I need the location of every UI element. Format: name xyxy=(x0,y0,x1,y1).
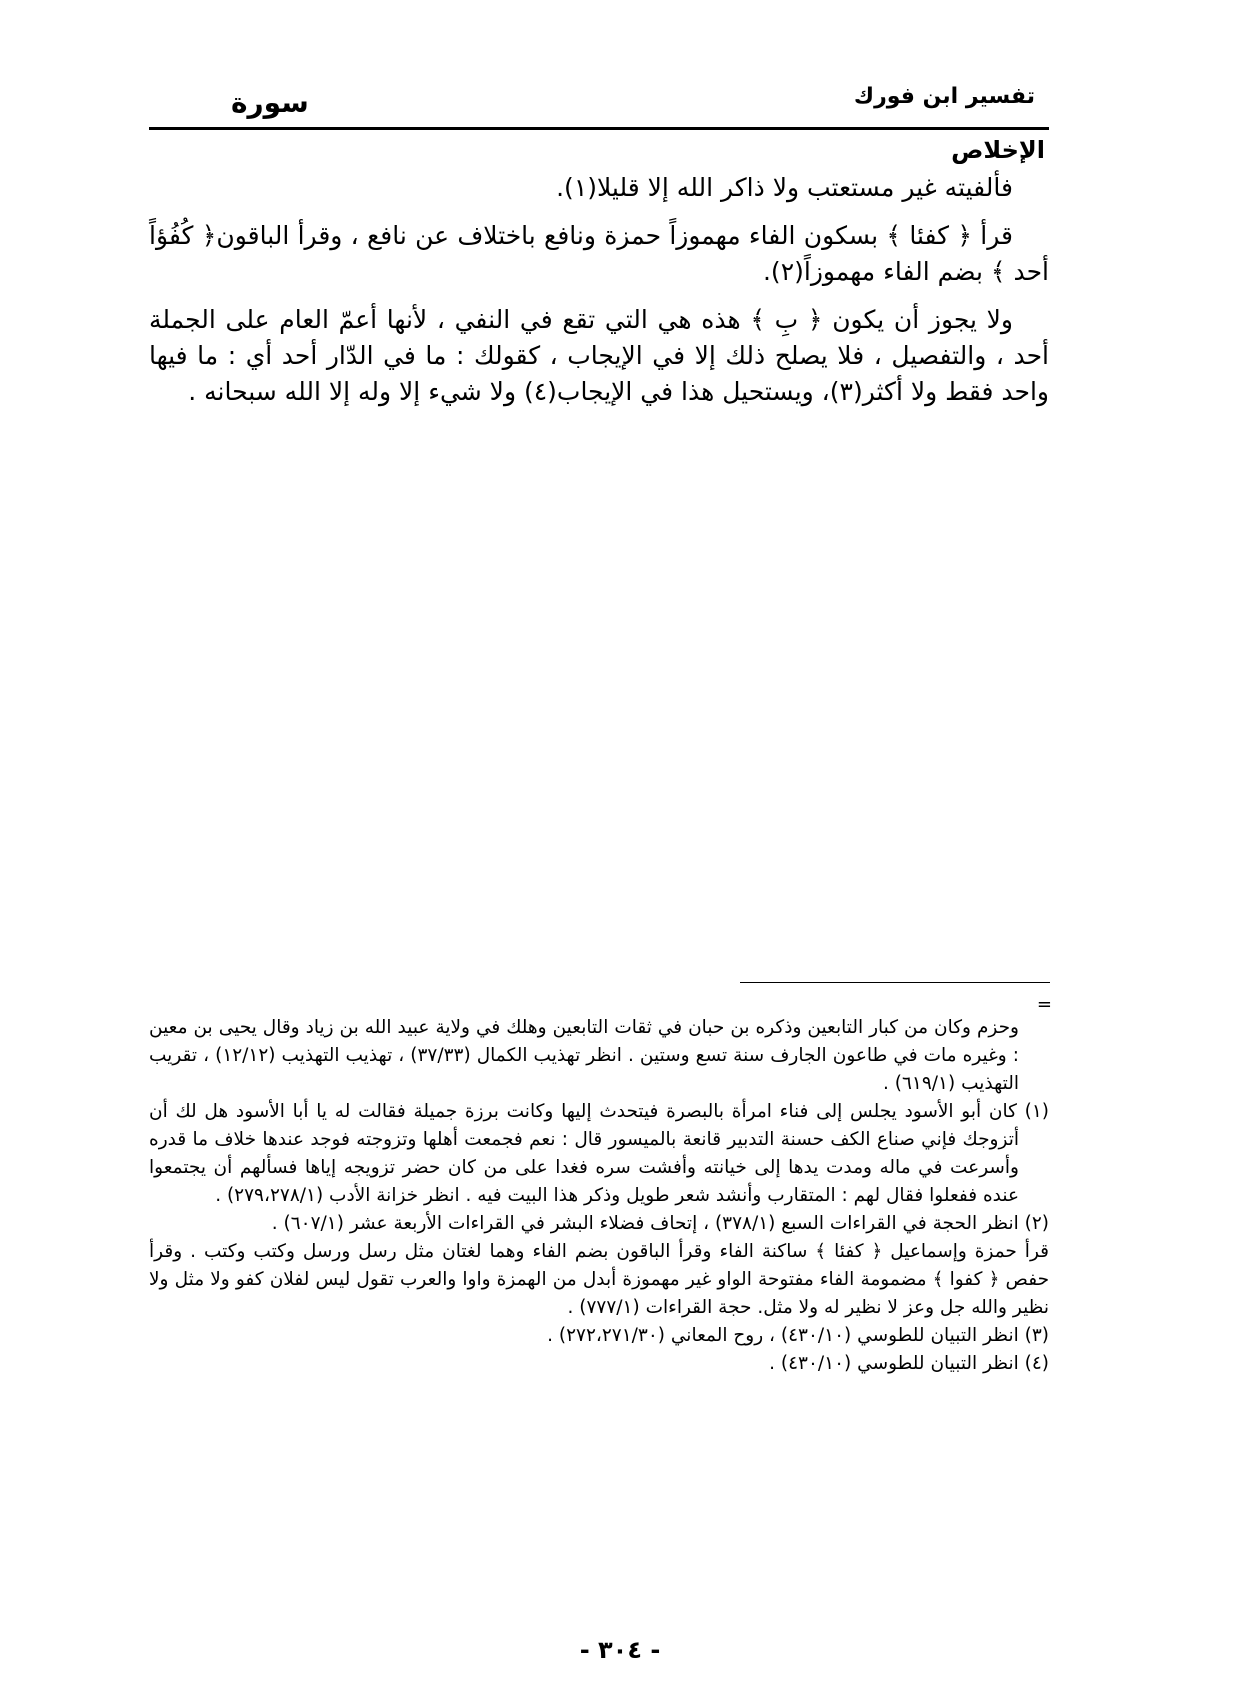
main-text xyxy=(149,170,1049,422)
footnote-2-extra: قرأ حمزة وإسماعيل ﴿ كفئا ﴾ ساكنة الفاء وقرأ الباقون بضم الفاء وهما لغتان مثل رسل ورسل وكتب وكتب . وقرأ حفص ﴿ كفوا ﴾ مضمومة الفاء مفتوحة الواو غير مهموزة أبدل من الهمزة واوا والعرب تقول ليس لفلان كفو ولا مثل ولا نظير والله جل وعز لا نظير له ولا مثل. حجة القراءات (٧٧٧/١) . xyxy=(149,1241,1049,1318)
footnote-divider xyxy=(740,982,1050,983)
paragraph-commentary: ولا يجوز أن يكون ﴿ بِ ﴾ هذه هي التي تقع في النفي ، لأنها أعمّ العام على الجملة أحد ، والتفصيل ، فلا يصلح ذلك إلا في الإيجاب ، كقولك : ما في الدّار أحد أي : ما فيها واحد فقط ولا أكثر(٣)، ويستحيل هذا في الإيجاب(٤) ولا شيء إلا وله إلا الله سبحانه . xyxy=(149,305,1049,406)
running-head-section: سورة xyxy=(231,86,309,119)
header-divider xyxy=(149,127,1049,130)
paragraph-reading: قرأ ﴿ كفئا ﴾ بسكون الفاء مهموزاً حمزة ونافع باختلاف عن نافع ، وقرأ الباقون﴿ كُفُؤاً أحد ﴾ بضم الفاء مهموزاً(٢). xyxy=(149,221,1049,286)
footnotes xyxy=(149,1014,1049,1378)
running-head-book-title: تفسير ابن فورك xyxy=(853,84,1035,109)
footnote-continuation: وحزم وكان من كبار التابعين وذكره بن حبان في ثقات التابعين وهلك في ولاية عبيد الله بن زياد وقال يحيى بن معين : وغيره مات في طاعون الجارف سنة تسع وستين . انظر تهذيب الكمال (٣٧/٣٣) ، تهذيب التهذيب (١٢/١٢) ، تقريب التهذيب (٦١٩/١) . xyxy=(149,1017,1019,1094)
page-number: - ٣٠٤ - xyxy=(579,1636,661,1664)
footnote-continuation-mark: = xyxy=(1036,994,1052,1015)
footnote-4: (٤) انظر التبيان للطوسي (٤٣٠/١٠) . xyxy=(769,1353,1049,1374)
paragraph-verse: فألفيته غير مستعتب ولا ذاكر الله إلا قليلا(١). xyxy=(556,173,1013,202)
footnote-2: (٢) انظر الحجة في القراءات السبع (٣٧٨/١) ، إتحاف فضلاء البشر في القراءات الأربعة عشر (٦٠٧/١) . xyxy=(271,1213,1049,1234)
footnote-1: (١) كان أبو الأسود يجلس إلى فناء امرأة بالبصرة فيتحدث إليها وكانت برزة جميلة فقالت له يا أبا الأسود هل لك أن أتزوجك فإني صناع الكف حسنة التدبير قانعة بالميسور قال : نعم فجمعت أهلها وتزوجته فوجد عندها خلاف ما قدره وأسرعت في ماله ومدت يدها إلى خيانته وأفشت سره فغدا على من كان حضر تزويجه إياها فسألهم أن يجتمعوا عنده ففعلوا فقال لهم : المتقارب وأنشد شعر طويل وذكر هذا البيت فيه . انظر خزانة الأدب (٢٧٩،٢٧٨/١) . xyxy=(149,1101,1049,1206)
surah-name: الإخلاص xyxy=(951,136,1045,164)
footnote-3: (٣) انظر التبيان للطوسي (٤٣٠/١٠) ، روح المعاني (٢٧٢،٢٧١/٣٠) . xyxy=(547,1325,1049,1346)
